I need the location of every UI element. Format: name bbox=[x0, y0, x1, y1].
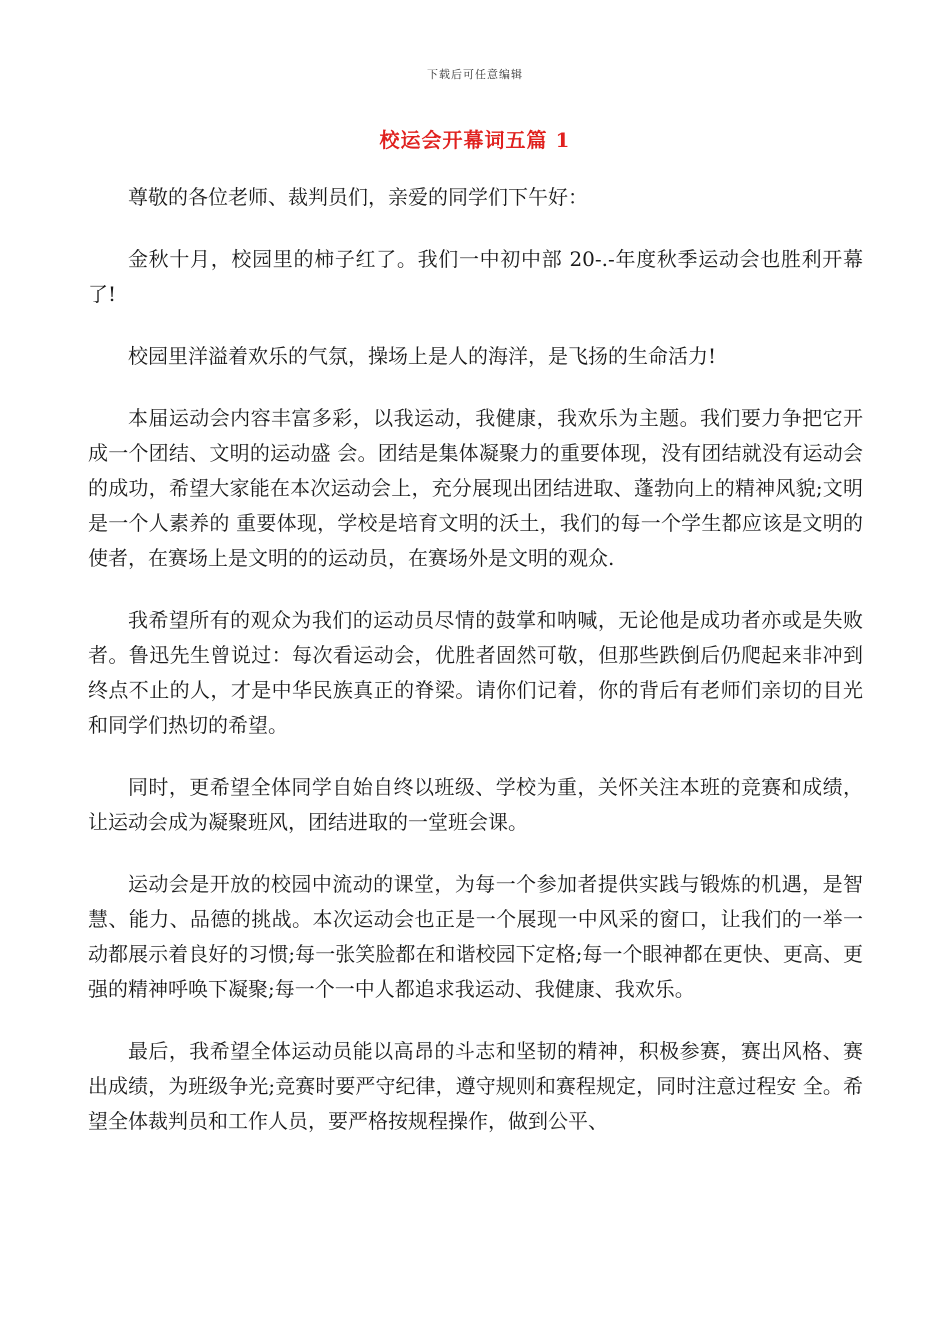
paragraph-atmosphere: 校园里洋溢着欢乐的气氛，操场上是人的海洋，是飞扬的生命活力! bbox=[128, 344, 717, 368]
paragraph-closing: 最后，我希望全体运动员能以高昂的斗志和坚韧的精神，积极参赛，赛出风格、赛出成绩，为班级争光;竞赛时要严守纪律，遵守规则和赛程规定，同时注意过程安 全。希望全体裁判员和工作人员，要严格按规程操作，做到公平、 bbox=[88, 1039, 863, 1133]
paragraph-audience: 我希望所有的观众为我们的运动员尽情的鼓掌和呐喊，无论他是成功者亦或是失败者。鲁迅先生曾说过：每次看运动会，优胜者固然可敬，但那些跌倒后仍爬起来非冲到终点不止的人，才是中华民族真正的脊梁。请你们记着，你的背后有老师们亲切的目光和同学们热切的希望。 bbox=[88, 608, 863, 737]
paragraph-greeting: 尊敬的各位老师、裁判员们，亲爱的同学们下午好： bbox=[128, 185, 588, 209]
document-body bbox=[88, 180, 863, 1166]
paragraph-theme: 本届运动会内容丰富多彩，以我运动，我健康，我欢乐为主题。我们要力争把它开成一个团结、文明的运动盛 会。团结是集体凝聚力的重要体现，没有团结就没有运动会的成功，希望大家能在本次运动会上，充分展现出团结进取、蓬勃向上的精神风貌;文明是一个人素养的 重要体现，学校是培育文明的沃土，我们的每一个学生都应该是文明的使者，在赛场上是文明的的运动员，在赛场外是文明的观众. bbox=[88, 406, 863, 570]
document-title: 校运会开幕词五篇 1 bbox=[379, 128, 571, 152]
paragraph-opening: 金秋十月，校园里的柿子红了。我们一中初中部 20-.-年度秋季运动会也胜利开幕了! bbox=[88, 247, 863, 306]
paragraph-classroom: 运动会是开放的校园中流动的课堂，为每一个参加者提供实践与锻炼的机遇，是智慧、能力、品德的挑战。本次运动会也正是一个展现一中风采的窗口，让我们的一举一动都展示着良好的习惯;每一张笑脸都在和谐校园下定格;每一个眼神都在更快、更高、更强的精神呼唤下凝聚;每一个一中人都追求我运动、我健康、我欢乐。 bbox=[88, 872, 863, 1001]
header-note: 下载后可任意编辑 bbox=[427, 68, 523, 81]
paragraph-class-spirit: 同时，更希望全体同学自始自终以班级、学校为重，关怀关注本班的竞赛和成绩，让运动会成为凝聚班风，团结进取的一堂班会课。 bbox=[88, 775, 863, 834]
